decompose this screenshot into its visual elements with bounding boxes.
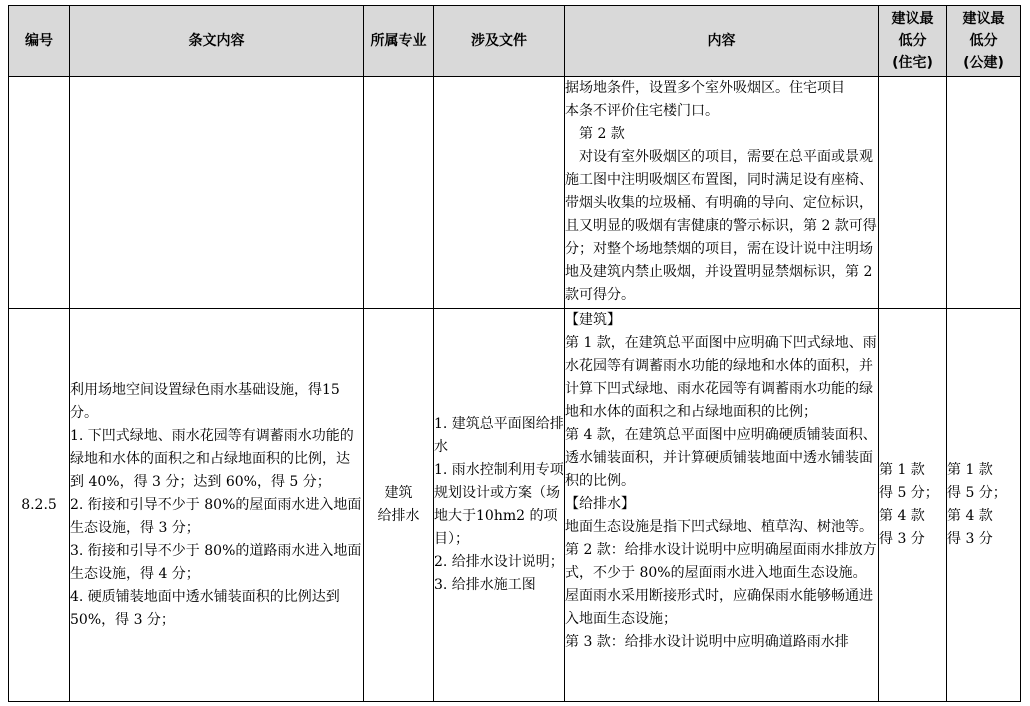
row2-discipline: 建筑 给排水 — [364, 309, 434, 702]
row1-content-cell — [565, 77, 879, 309]
row2-id: 8.2.5 — [9, 309, 70, 702]
row1-content-line: 第 2 款 — [579, 126, 625, 142]
row1-min-score-public-cell — [947, 77, 1021, 309]
header-content: 内容 — [565, 6, 879, 77]
row1-clause-cell — [70, 77, 364, 309]
row1-documents-cell — [434, 77, 565, 309]
page — [8, 5, 1021, 702]
scoring-table — [8, 5, 1021, 702]
row1-content-line: 对设有室外吸烟区的项目，需要在总平面或景观施工图中注明吸烟区布置图，同时满足设有座椅、带烟头收集的垃圾桶、有明确的导向、定位标识，且又明显的吸烟有害健康的警示标识，第 2 款可得分；对整个场地禁烟的项目，需在设计说中注明场地及建筑内禁止吸烟，并设置明显禁烟标识，第 2 款可得分。 — [565, 149, 877, 303]
row1-discipline-cell — [364, 77, 434, 309]
header-min-score-residential: 建议最 低分 (住宅) — [879, 6, 947, 77]
row2-documents: 1. 建筑总平面图给排水 1. 雨水控制利用专项规划设计或方案（场地大于10hm2 的项目）； 2. 给排水设计说明； 3. 给排水施工图 — [434, 309, 565, 702]
row2-clause: 利用场地空间设置绿色雨水基础设施，得15 分。 1. 下凹式绿地、雨水花园等有调蓄雨水功能的绿地和水体的面积之和占绿地面积的比例，达到 40%，得 3 分；达到 60%，得 5 分； 2. 衔接和引导不少于 80%的屋面雨水进入地面生态设施，得 3 分； 3. 衔接和引导不少于 80%的道路雨水进入地面生态设施，得 4 分； 4. 硬质铺装地面中透水铺装面积的比例达到 50%，得 3 分； — [70, 309, 364, 702]
row1-content-line: 本条不评价住宅楼门口。 — [565, 103, 719, 119]
header-discipline: 所属专业 — [364, 6, 434, 77]
row1-min-score-residential-cell — [879, 77, 947, 309]
header-row — [9, 6, 1021, 77]
row1-content-line: 据场地条件，设置多个室外吸烟区。住宅项目 — [565, 80, 845, 96]
header-min-score-public: 建议最 低分 (公建) — [947, 6, 1021, 77]
header-id: 编号 — [9, 6, 70, 77]
row2-min-score-public: 第 1 款 得 5 分； 第 4 款 得 3 分 — [947, 309, 1021, 702]
table-row — [9, 309, 1021, 702]
header-documents: 涉及文件 — [434, 6, 565, 77]
header-clause: 条文内容 — [70, 6, 364, 77]
row2-content: 【建筑】 第 1 款，在建筑总平面图中应明确下凹式绿地、雨水花园等有调蓄雨水功能的绿地和水体的面积，并计算下凹式绿地、雨水花园等有调蓄雨水功能的绿地和水体的面积之和占绿地面积的比例； 第 4 款，在建筑总平面图中应明确硬质铺装面积、透水铺装面积，并计算硬质铺装地面中透水铺装面积的比例。 【给排水】 地面生态设施是指下凹式绿地、植草沟、树池等。 第 2 款：给排水设计说明中应明确屋面雨水排放方式，不少于 80%的屋面雨水进入地面生态设施。屋面雨水采用断接形式时，应确保雨水能够畅通进入地面生态设施； 第 3 款：给排水设计说明中应明确道路雨水排 — [565, 309, 879, 702]
table-row — [9, 77, 1021, 309]
row2-min-score-residential: 第 1 款 得 5 分； 第 4 款 得 3 分 — [879, 309, 947, 702]
row1-id-cell — [9, 77, 70, 309]
